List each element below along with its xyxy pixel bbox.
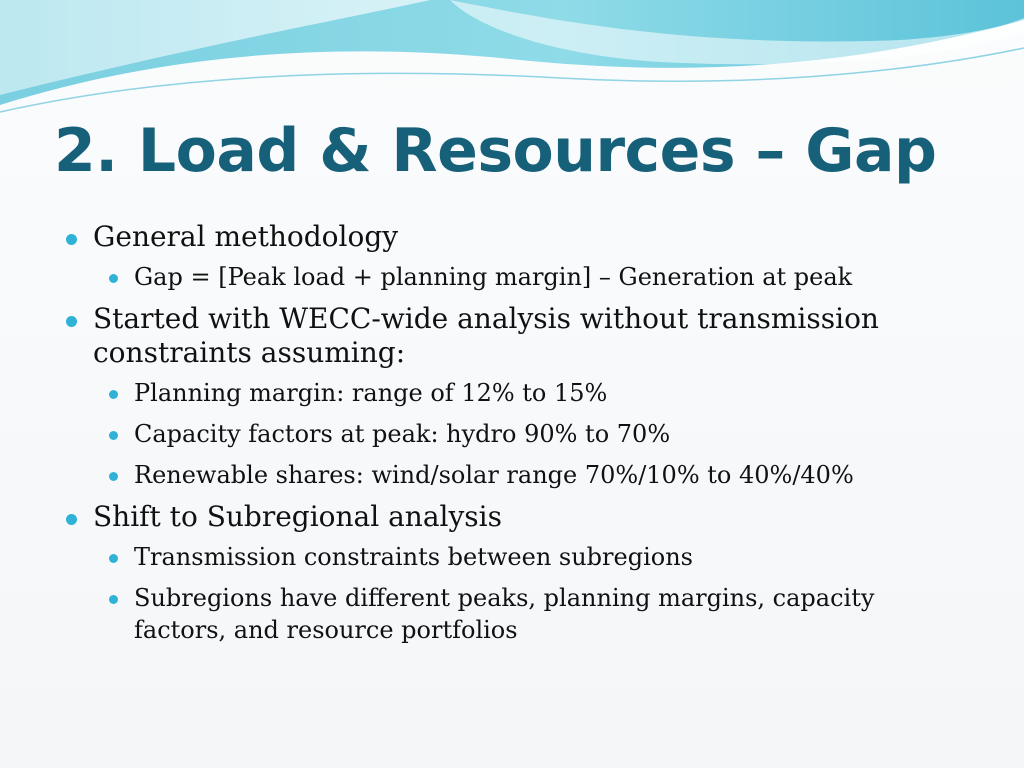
bullet-dot-icon	[109, 431, 118, 440]
bullet-text: Gap = [Peak load + planning margin] – Generation at peak	[134, 263, 853, 291]
header-wave-decoration	[0, 0, 1024, 130]
sub-bullet-renewable-shares	[60, 459, 960, 491]
sub-bullet-gap-formula	[60, 261, 960, 293]
bullet-text: Renewable shares: wind/solar range 70%/10% to 40%/40%	[134, 461, 854, 489]
bullet-list	[60, 220, 960, 655]
bullet-subregional-analysis	[60, 500, 960, 534]
bullet-dot-icon	[109, 554, 118, 563]
bullet-dot-icon	[66, 316, 77, 327]
bullet-dot-icon	[109, 274, 118, 283]
bullet-general-methodology	[60, 220, 960, 254]
bullet-dot-icon	[109, 390, 118, 399]
bullet-text: Shift to Subregional analysis	[93, 500, 502, 533]
bullet-dot-icon	[66, 514, 77, 525]
bullet-wecc-analysis	[60, 302, 960, 370]
bullet-dot-icon	[66, 234, 77, 245]
sub-bullet-subregion-differences	[60, 582, 960, 646]
bullet-text: Transmission constraints between subregions	[134, 543, 693, 571]
bullet-dot-icon	[109, 472, 118, 481]
bullet-text: General methodology	[93, 220, 399, 253]
sub-bullet-capacity-factors	[60, 418, 960, 450]
bullet-text: Planning margin: range of 12% to 15%	[134, 379, 608, 407]
sub-bullet-planning-margin	[60, 377, 960, 409]
bullet-text: Subregions have different peaks, planning margins, capacity factors, and resource portfolios	[134, 584, 875, 644]
slide-title: 2. Load & Resources – Gap	[54, 116, 937, 186]
bullet-text: Started with WECC-wide analysis without transmission constraints assuming:	[93, 302, 879, 369]
bullet-text: Capacity factors at peak: hydro 90% to 70%	[134, 420, 671, 448]
sub-bullet-transmission-constraints	[60, 541, 960, 573]
bullet-dot-icon	[109, 595, 118, 604]
